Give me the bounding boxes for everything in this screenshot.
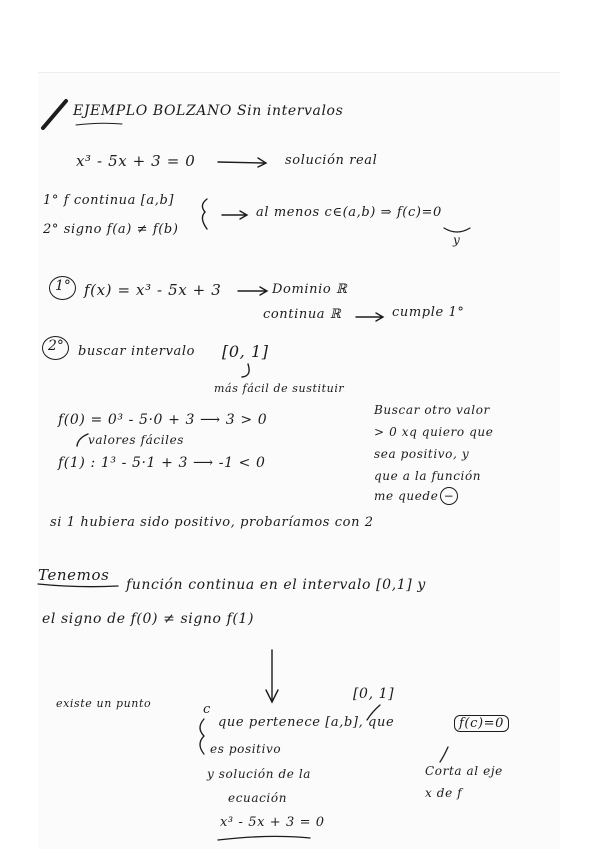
fc-zero-box: f(c)=0 [454, 715, 509, 732]
side-note-line-1: Buscar otro valor [374, 403, 490, 417]
step-2-badge [42, 336, 69, 360]
exists-interval: [0, 1] [353, 686, 395, 702]
condition-result: al menos c∈(a,b) ⇒ f(c)=0 [256, 205, 442, 220]
arrow-domain-icon [238, 287, 267, 295]
side-note-line-5: me quede [374, 489, 439, 503]
condition-result-mark: y [453, 233, 461, 247]
exists-list-3: ecuación [228, 791, 288, 805]
equation-underline [218, 836, 310, 840]
step-1-check: cumple 1° [392, 305, 465, 320]
side-note-minus-badge: − [440, 487, 458, 505]
page-title: EJEMPLO BOLZANO Sin intervalos [73, 103, 344, 119]
step-2-text: buscar intervalo [78, 344, 196, 359]
box-hook-icon [440, 747, 448, 762]
arrow-cumple-icon [356, 313, 383, 321]
step-2-note: más fácil de sustituir [214, 382, 345, 395]
conclusion-word: Tenemos [38, 566, 110, 584]
exists-prefix: existe un punto [56, 697, 152, 710]
axis-note-1: Corta al eje [425, 764, 503, 778]
arrow-conditions-icon [222, 211, 247, 219]
exists-text: que pertenece [a,b], que [218, 715, 395, 730]
side-note-line-2: > 0 xq quiero que [374, 425, 494, 439]
exists-list-4: x³ - 5x + 3 = 0 [220, 815, 325, 830]
step-1-domain: Dominio ℝ [272, 282, 348, 297]
condition-2: 2° signo f(a) ≠ f(b) [43, 222, 179, 237]
title-underline [76, 123, 122, 125]
conclusion-line-1: función continua en el intervalo [0,1] y [126, 577, 426, 593]
equation-line: x³ - 5x + 3 = 0 [76, 152, 196, 170]
retry-note: si 1 hubiera sido positivo, probaríamos con 2 [50, 515, 374, 530]
margin-pen-stroke [43, 101, 66, 128]
arrow-to-solution-icon [218, 158, 266, 167]
step-1-badge [49, 276, 76, 300]
eval-f0: f(0) = 0³ - 5·0 + 3 ⟶ 3 > 0 [58, 412, 268, 428]
conditions-brace-icon [202, 199, 207, 229]
arrow-down-icon [266, 650, 278, 702]
axis-note-2: x de f [425, 786, 463, 800]
step-1-continuous: continua ℝ [263, 307, 342, 322]
eval-f1: f(1) : 1³ - 5·1 + 3 ⟶ -1 < 0 [58, 455, 266, 471]
step-1-function: f(x) = x³ - 5x + 3 [84, 281, 222, 299]
conclusion-line-2: el signo de f(0) ≠ signo f(1) [42, 611, 255, 627]
exists-list-2: y solución de la [207, 767, 312, 781]
fc-underbrace-icon [444, 228, 470, 232]
exists-brace-icon [200, 719, 204, 754]
step-1-number: 1° [55, 278, 71, 294]
condition-1: 1° f continua [a,b] [43, 193, 175, 208]
exists-list-1: es positivo [210, 742, 282, 756]
interval-hook-icon [242, 364, 249, 377]
tenemos-underline [38, 584, 118, 587]
side-note-line-3: sea positivo, y [374, 447, 470, 461]
eval-note: valores fáciles [88, 433, 185, 447]
exists-c: c [203, 702, 211, 717]
side-note-line-4: que a la función [374, 469, 482, 483]
valores-hook-icon [77, 434, 88, 446]
step-2-interval: [0, 1] [222, 342, 269, 361]
step-2-number: 2° [48, 338, 64, 354]
solution-label: solución real [285, 153, 378, 168]
